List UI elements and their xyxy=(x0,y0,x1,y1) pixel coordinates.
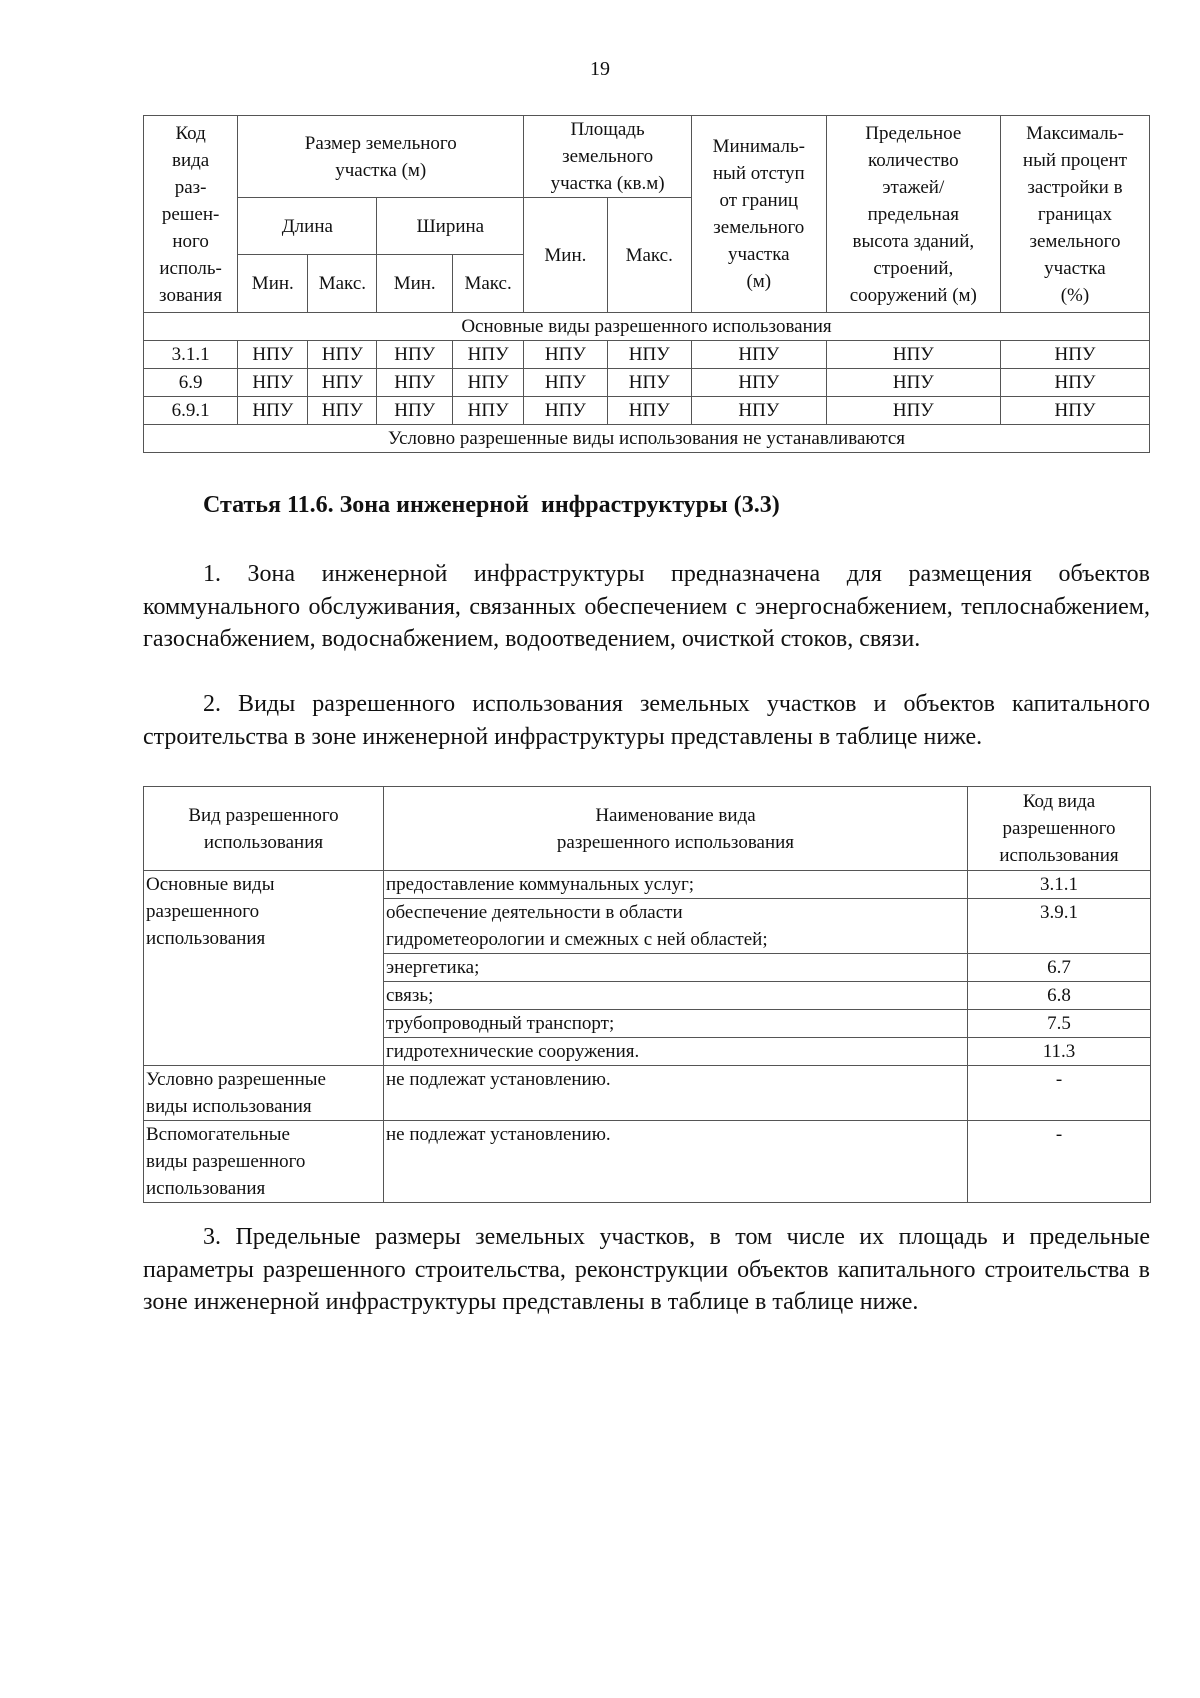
paragraph-1: 1. Зона инженерной инфраструктуры предназначена для размещения объектов коммунального обслуживания, связанных обеспечением с энергоснабжением, теплоснабжением, газоснабжением, водоснабжением, водоотведением, очисткой стоков, связи. xyxy=(143,561,1150,652)
use-code: 6.8 xyxy=(968,982,1151,1010)
use-name: предоставление коммунальных услуг; xyxy=(384,871,968,899)
cell: НПУ xyxy=(308,369,377,397)
paragraph-2: 2. Виды разрешенного использования земельных участков и объектов капитального строительства в зоне инженерной инфраструктуры представлены в таблице ниже. xyxy=(143,691,1150,750)
section-main-uses: Основные виды разрешенного использования xyxy=(144,313,1150,341)
header-code: Код вида раз- решен- ного исполь- зования xyxy=(144,116,238,313)
cell: НПУ xyxy=(524,397,607,425)
cell: НПУ xyxy=(826,369,1000,397)
header-name: Наименование вида разрешенного использования xyxy=(384,787,968,871)
cell: НПУ xyxy=(308,341,377,369)
cell: НПУ xyxy=(377,369,453,397)
cell: НПУ xyxy=(691,341,826,369)
use-name: трубопроводный транспорт; xyxy=(384,1010,968,1038)
use-name: связь; xyxy=(384,982,968,1010)
cell: НПУ xyxy=(452,397,523,425)
cell: НПУ xyxy=(238,369,308,397)
cell: НПУ xyxy=(607,369,691,397)
cell: НПУ xyxy=(238,341,308,369)
header-floors: Предельное количество этажей/ предельная высота зданий, строений, сооружений (м) xyxy=(826,116,1000,313)
table-row xyxy=(144,871,1151,899)
cell: НПУ xyxy=(691,397,826,425)
cell: НПУ xyxy=(524,369,607,397)
cell: НПУ xyxy=(452,341,523,369)
header-max-percent: Максималь- ный процент застройки в границах земельного участка (%) xyxy=(1000,116,1149,313)
header-area-max: Макс. xyxy=(607,198,691,313)
cell: НПУ xyxy=(826,397,1000,425)
use-code: 11.3 xyxy=(968,1038,1151,1066)
cell: НПУ xyxy=(524,341,607,369)
table-row xyxy=(144,341,1150,369)
row-code: 3.1.1 xyxy=(144,341,238,369)
use-code: 6.7 xyxy=(968,954,1151,982)
cell: НПУ xyxy=(1000,397,1149,425)
header-length: Длина xyxy=(238,198,377,255)
cell: НПУ xyxy=(238,397,308,425)
use-code: 3.1.1 xyxy=(968,871,1151,899)
use-name: энергетика; xyxy=(384,954,968,982)
paragraph-3: 3. Предельные размеры земельных участков, в том числе их площадь и предельные параметры разрешенного строительства, реконструкции объектов капитального строительства в зоне инженерной инфраструктуры представлены в таблице в таблице ниже. xyxy=(143,1224,1150,1315)
use-code: - xyxy=(968,1121,1151,1203)
use-code: 7.5 xyxy=(968,1010,1151,1038)
cell: НПУ xyxy=(377,397,453,425)
use-name: гидротехнические сооружения. xyxy=(384,1038,968,1066)
cell: НПУ xyxy=(607,397,691,425)
header-area: Площадь земельного участка (кв.м) xyxy=(524,116,692,198)
cell: НПУ xyxy=(607,341,691,369)
parameters-table xyxy=(143,115,1150,453)
header-length-max: Макс. xyxy=(308,255,377,313)
header-plot-size: Размер земельного участка (м) xyxy=(238,116,524,198)
use-code: 3.9.1 xyxy=(968,899,1151,954)
permitted-uses-table xyxy=(143,786,1151,1203)
use-name: не подлежат установлению. xyxy=(384,1066,968,1121)
cell: НПУ xyxy=(308,397,377,425)
cell: НПУ xyxy=(1000,341,1149,369)
section-conditional-note: Условно разрешенные виды использования не устанавливаются xyxy=(144,425,1150,453)
page-number: 19 xyxy=(590,58,610,80)
auxiliary-uses-group: Вспомогательные виды разрешенного использования xyxy=(144,1121,384,1203)
use-name: не подлежат установлению. xyxy=(384,1121,968,1203)
table-row xyxy=(144,369,1150,397)
cell: НПУ xyxy=(377,341,453,369)
header-width: Ширина xyxy=(377,198,524,255)
row-code: 6.9 xyxy=(144,369,238,397)
table-row xyxy=(144,1121,1151,1203)
article-heading: Статья 11.6. Зона инженерной инфраструктуры (3.3) xyxy=(203,492,780,518)
cell: НПУ xyxy=(1000,369,1149,397)
table-row xyxy=(144,1066,1151,1121)
row-code: 6.9.1 xyxy=(144,397,238,425)
cell: НПУ xyxy=(691,369,826,397)
header-width-max: Макс. xyxy=(452,255,523,313)
table-row xyxy=(144,397,1150,425)
header-width-min: Мин. xyxy=(377,255,453,313)
use-name: обеспечение деятельности в области гидрометеорологии и смежных с ней областей; xyxy=(384,899,968,954)
header-min-offset: Минималь- ный отступ от границ земельного участка (м) xyxy=(691,116,826,313)
main-uses-group: Основные виды разрешенного использования xyxy=(144,871,384,1066)
header-length-min: Мин. xyxy=(238,255,308,313)
header-kind: Вид разрешенного использования xyxy=(144,787,384,871)
header-area-min: Мин. xyxy=(524,198,607,313)
cell: НПУ xyxy=(826,341,1000,369)
cell: НПУ xyxy=(452,369,523,397)
header-use-code: Код вида разрешенного использования xyxy=(968,787,1151,871)
conditional-uses-group: Условно разрешенные виды использования xyxy=(144,1066,384,1121)
use-code: - xyxy=(968,1066,1151,1121)
